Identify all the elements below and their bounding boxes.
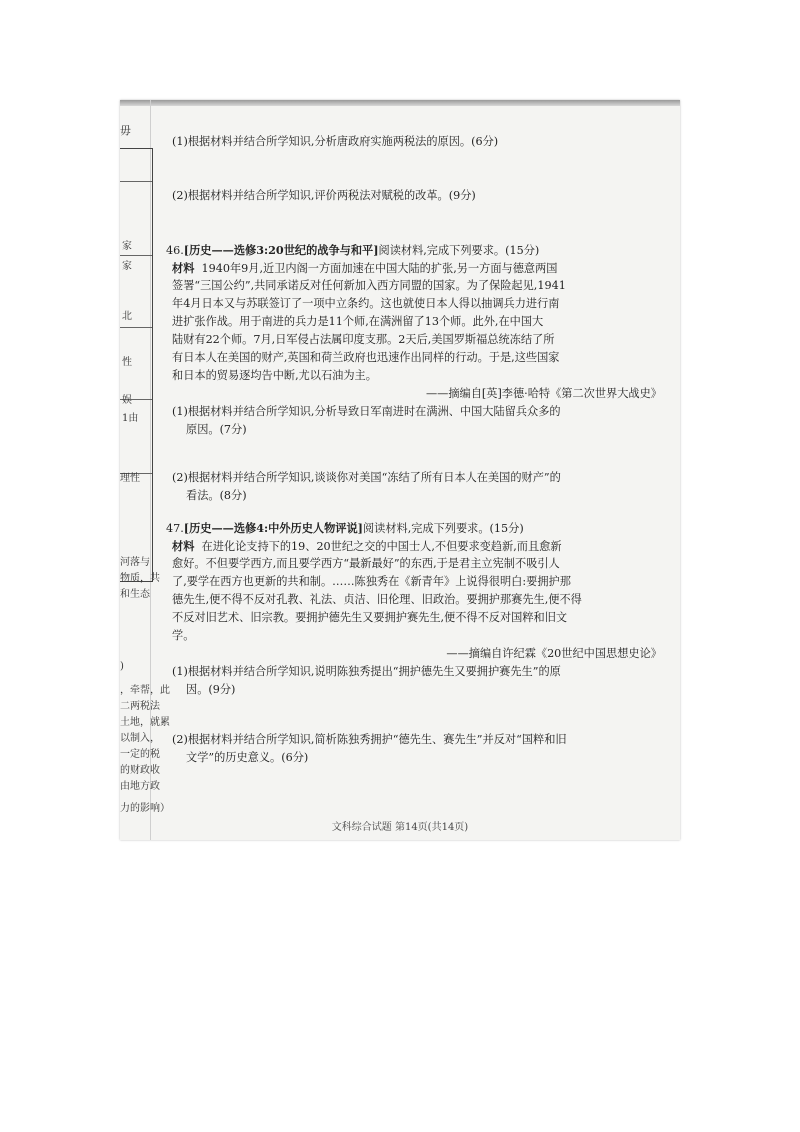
margin-char: 毋 <box>120 124 131 137</box>
q47-sub1: (1)根据材料并结合所学知识,说明陈独秀提出“拥护德先生又要拥护赛先生”的原 <box>172 665 561 678</box>
margin-fragment: 和生态 <box>120 589 150 600</box>
margin-fragment: 性 <box>122 357 132 368</box>
margin-fragment: 物质，共 <box>120 573 160 584</box>
margin-fragment: 土地，就累 <box>120 717 170 728</box>
question-tag: [历史——选修4:中外历史人物评说] <box>183 521 363 535</box>
q47-sub2-cont: 文学”的历史意义。(6分) <box>186 751 309 764</box>
question-number: 46. <box>166 244 184 257</box>
margin-fragment: 北 <box>122 311 132 322</box>
q46-sub1: (1)根据材料并结合所学知识,分析导致日军南进时在满洲、中国大陆留兵众多的 <box>172 405 561 418</box>
page-footer: 文科综合试题 第14页(共14页) <box>331 822 469 833</box>
material-label: 材料 <box>172 261 195 275</box>
q46-header <box>166 242 662 259</box>
q46-material-line: 陆财有22个师。7月,日军侵占法属印度支那。2天后,美国罗斯福总统冻结了所 <box>172 333 555 346</box>
scan-top-edge <box>120 100 680 106</box>
q46-material-line <box>172 260 662 277</box>
q47-source: ——摘编自许纪霖《20世纪中国思想史论》 <box>446 647 662 660</box>
q45-sub1: (1)根据材料并结合所学知识,分析唐政府实施两税法的原因。(6分) <box>172 135 499 148</box>
q47-material-line: 德先生,便不得不反对孔教、礼法、贞洁、旧伦理、旧政治。要拥护那赛先生,便不得 <box>172 593 582 606</box>
q47-material-line <box>172 538 662 555</box>
material-label: 材料 <box>172 539 195 553</box>
margin-fragment: ，牵帮，此 <box>120 685 170 696</box>
q46-sub1-cont: 原因。(7分) <box>186 423 247 436</box>
margin-fragment: 以制入， <box>120 733 160 744</box>
question-tag: [历史——选修3:20世纪的战争与和平] <box>183 243 379 257</box>
q47-material-line: 学。 <box>172 629 195 642</box>
margin-fragment: 的财政收 <box>120 765 160 776</box>
q46-material-line: 年4月日本又与苏联签订了一项中立条约。这也就使日本人得以抽调兵力进行南 <box>172 297 560 310</box>
q47-material-line: 了,要学在西方也更新的共和制。……陈独秀在《新青年》上说得很明白:要拥护那 <box>172 575 571 588</box>
q45-sub2: (2)根据材料并结合所学知识,评价两税法对赋税的改革。(9分) <box>172 189 476 202</box>
margin-fragment: 家 <box>122 241 132 252</box>
question-instruction: 阅读材料,完成下列要求。(15分) <box>362 522 524 535</box>
margin-fragment: 河落与 <box>120 557 150 568</box>
margin-fragment: 由地方政 <box>120 781 160 792</box>
scanned-page <box>120 100 680 840</box>
material-text: 1940年9月,近卫内阁一方面加速在中国大陆的扩张,另一方面与德意两国 <box>201 262 558 275</box>
margin-fragment: 理性 <box>120 473 140 484</box>
margin-fragment: 娱 <box>122 395 132 406</box>
margin-fragment: 二两税法 <box>120 701 160 712</box>
q46-material-line: 进扩张作战。用于南进的兵力是11个师,在满洲留了13个师。此外,在中国大 <box>172 315 544 328</box>
q47-sub2: (2)根据材料并结合所学知识,简析陈独秀拥护“德先生、赛先生”并反对“国粹和旧 <box>172 733 567 746</box>
q47-material-line: 不反对旧艺术、旧宗教。要拥护德先生又要拥护赛先生,便不得不反对国粹和旧文 <box>172 611 568 624</box>
q47-sub1-cont: 因。(9分) <box>186 683 236 696</box>
q47-material-line: 愈好。不但要学西方,而且要学西方“最新最好”的东西,于是君主立宪制不吸引人 <box>172 557 560 570</box>
q46-material-line: 和日本的贸易逐均告中断,尤以石油为主。 <box>172 369 377 382</box>
q46-source: ——摘编自[英]李德·哈特《第二次世界大战史》 <box>425 387 662 400</box>
q46-material-line: 有日本人在美国的财产,英国和荷兰政府也迅速作出同样的行动。于是,这些国家 <box>172 351 560 364</box>
q46-sub2-cont: 看法。(8分) <box>186 489 247 502</box>
q46-material-line: 签署“三国公约”,共同承诺反对任何新加入西方同盟的国家。为了保险起见,1941 <box>172 279 566 292</box>
question-number: 47. <box>166 522 184 535</box>
material-text: 在进化论支持下的19、20世纪之交的中国士人,不但要求变趋新,而且愈新 <box>201 540 562 553</box>
margin-fragment: 一定的税 <box>120 749 160 760</box>
margin-fragment: 力的影响） <box>120 803 170 814</box>
q46-sub2: (2)根据材料并结合所学知识,谈谈你对美国“冻结了所有日本人在美国的财产”的 <box>172 471 561 484</box>
margin-fragment: 家 <box>122 261 132 272</box>
margin-fragment: ) <box>120 661 124 672</box>
question-instruction: 阅读材料,完成下列要求。(15分) <box>378 244 540 257</box>
margin-fragment: 1由 <box>122 413 139 424</box>
q47-header <box>166 520 662 537</box>
